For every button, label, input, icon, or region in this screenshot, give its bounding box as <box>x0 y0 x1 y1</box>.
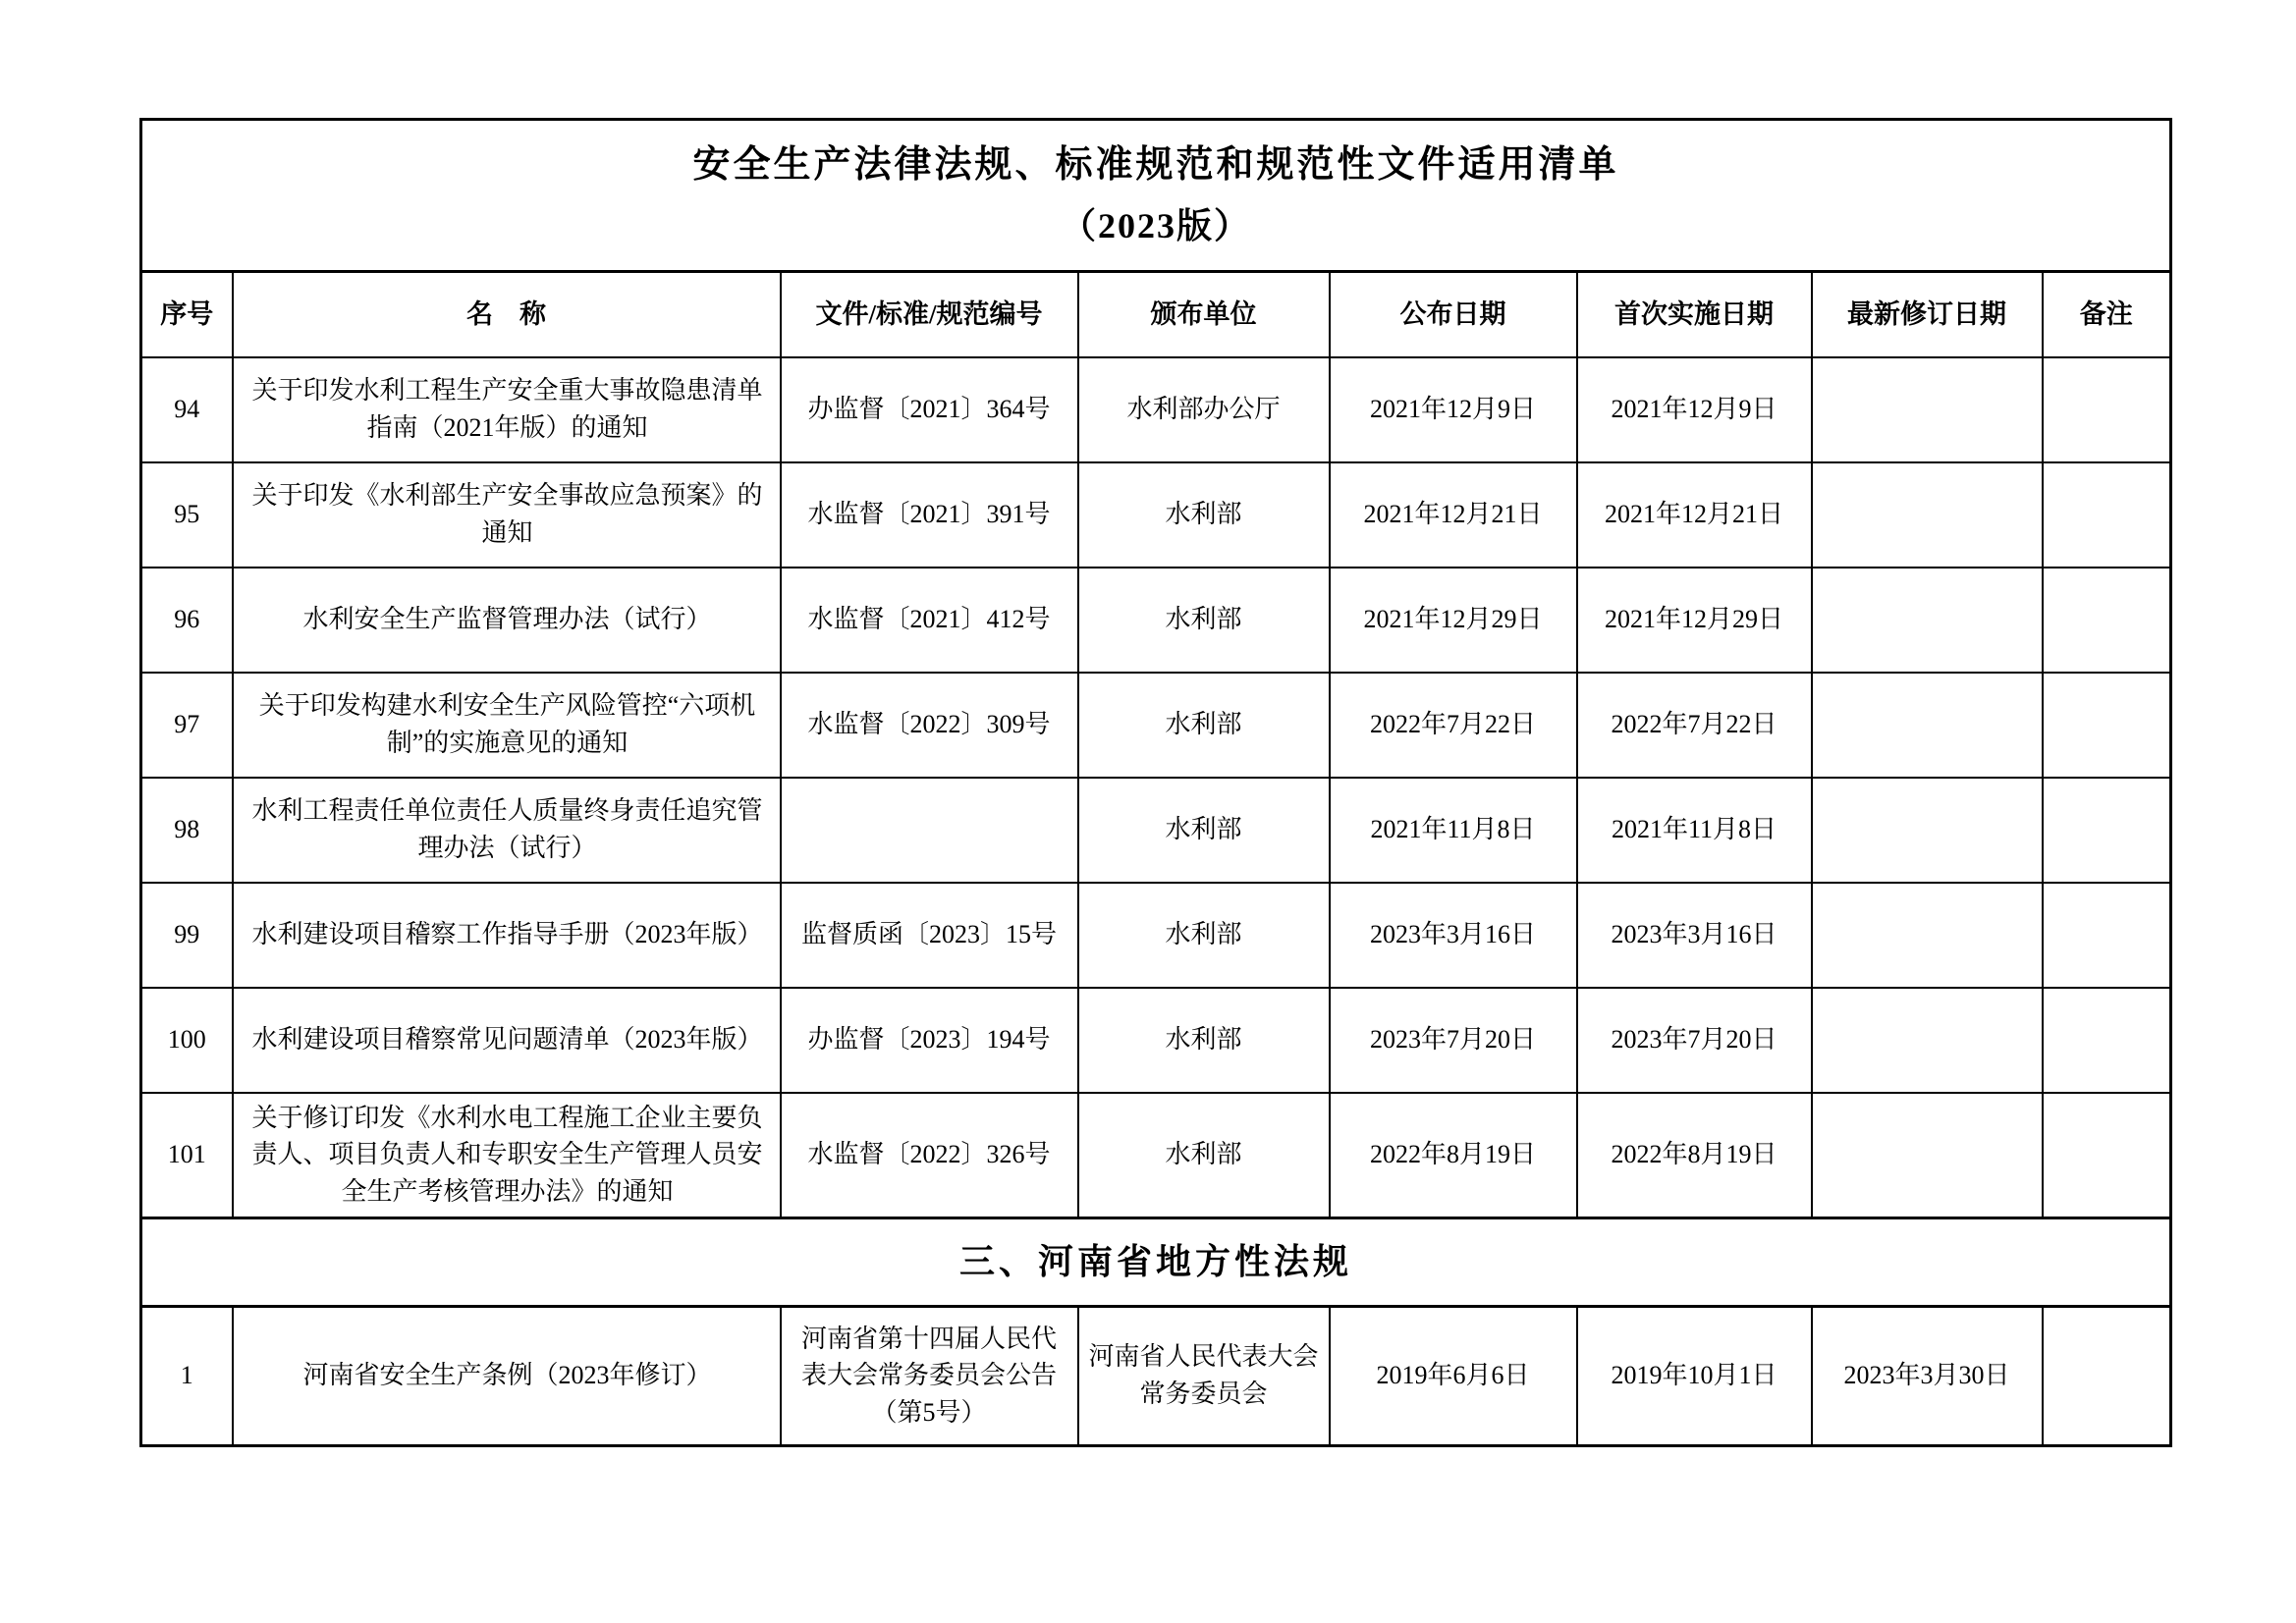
cell-name: 关于印发《水利部生产安全事故应急预案》的通知 <box>233 462 781 568</box>
col-header-publish-date: 公布日期 <box>1330 272 1577 357</box>
cell-seq: 101 <box>141 1093 233 1218</box>
cell-latest-revision-date: 2023年3月30日 <box>1812 1306 2043 1445</box>
cell-doc-number: 河南省第十四届人民代表大会常务委员会公告（第5号） <box>781 1306 1078 1445</box>
col-header-seq: 序号 <box>141 272 233 357</box>
cell-doc-number: 办监督〔2023〕194号 <box>781 988 1078 1093</box>
col-header-name: 名 称 <box>233 272 781 357</box>
section-header-henan: 三、河南省地方性法规 <box>141 1217 2171 1306</box>
cell-publish-date: 2023年3月16日 <box>1330 883 1577 988</box>
cell-remark <box>2043 988 2171 1093</box>
cell-remark <box>2043 1093 2171 1218</box>
cell-first-implementation-date: 2019年10月1日 <box>1577 1306 1812 1445</box>
cell-seq: 94 <box>141 357 233 462</box>
cell-seq: 95 <box>141 462 233 568</box>
table-title-row <box>141 120 2171 272</box>
cell-latest-revision-date <box>1812 673 2043 778</box>
cell-issuer: 水利部 <box>1078 883 1330 988</box>
col-header-remark: 备注 <box>2043 272 2171 357</box>
cell-issuer: 水利部 <box>1078 1093 1330 1218</box>
cell-issuer: 水利部 <box>1078 778 1330 883</box>
cell-latest-revision-date <box>1812 883 2043 988</box>
cell-latest-revision-date <box>1812 462 2043 568</box>
cell-name: 关于印发构建水利安全生产风险管控“六项机制”的实施意见的通知 <box>233 673 781 778</box>
cell-publish-date: 2021年11月8日 <box>1330 778 1577 883</box>
cell-first-implementation-date: 2022年7月22日 <box>1577 673 1812 778</box>
cell-name: 水利建设项目稽察工作指导手册（2023年版） <box>233 883 781 988</box>
table-row <box>141 1306 2171 1445</box>
table-title-cell <box>141 120 2171 272</box>
table-row <box>141 673 2171 778</box>
cell-doc-number: 办监督〔2021〕364号 <box>781 357 1078 462</box>
cell-first-implementation-date: 2023年7月20日 <box>1577 988 1812 1093</box>
cell-name: 水利建设项目稽察常见问题清单（2023年版） <box>233 988 781 1093</box>
col-header-latest-revision-date: 最新修订日期 <box>1812 272 2043 357</box>
cell-publish-date: 2021年12月9日 <box>1330 357 1577 462</box>
cell-first-implementation-date: 2021年12月29日 <box>1577 568 1812 673</box>
cell-issuer: 水利部办公厅 <box>1078 357 1330 462</box>
cell-issuer: 水利部 <box>1078 568 1330 673</box>
cell-seq: 100 <box>141 988 233 1093</box>
cell-remark <box>2043 568 2171 673</box>
cell-remark <box>2043 883 2171 988</box>
cell-first-implementation-date: 2021年12月21日 <box>1577 462 1812 568</box>
page-title: 安全生产法律法规、标准规范和规范性文件适用清单 <box>692 144 1619 187</box>
cell-name: 关于修订印发《水利水电工程施工企业主要负责人、项目负责人和专职安全生产管理人员安全生产考核管理办法》的通知 <box>233 1093 781 1218</box>
cell-first-implementation-date: 2021年11月8日 <box>1577 778 1812 883</box>
table-header-row <box>141 272 2171 357</box>
table-row <box>141 988 2171 1093</box>
table-row <box>141 462 2171 568</box>
cell-remark <box>2043 1306 2171 1445</box>
cell-doc-number: 水监督〔2021〕391号 <box>781 462 1078 568</box>
table-row <box>141 883 2171 988</box>
cell-latest-revision-date <box>1812 357 2043 462</box>
cell-issuer: 水利部 <box>1078 988 1330 1093</box>
cell-first-implementation-date: 2021年12月9日 <box>1577 357 1812 462</box>
table-row <box>141 778 2171 883</box>
section-header-row <box>141 1217 2171 1306</box>
cell-doc-number: 监督质函〔2023〕15号 <box>781 883 1078 988</box>
cell-publish-date: 2022年7月22日 <box>1330 673 1577 778</box>
table-row <box>141 357 2171 462</box>
cell-latest-revision-date <box>1812 568 2043 673</box>
cell-issuer: 河南省人民代表大会常务委员会 <box>1078 1306 1330 1445</box>
cell-seq: 97 <box>141 673 233 778</box>
table-row <box>141 568 2171 673</box>
cell-doc-number: 水监督〔2021〕412号 <box>781 568 1078 673</box>
cell-seq: 96 <box>141 568 233 673</box>
cell-latest-revision-date <box>1812 988 2043 1093</box>
cell-remark <box>2043 673 2171 778</box>
cell-publish-date: 2021年12月21日 <box>1330 462 1577 568</box>
cell-first-implementation-date: 2022年8月19日 <box>1577 1093 1812 1218</box>
cell-doc-number: 水监督〔2022〕309号 <box>781 673 1078 778</box>
col-header-doc-number: 文件/标准/规范编号 <box>781 272 1078 357</box>
cell-issuer: 水利部 <box>1078 462 1330 568</box>
cell-seq: 99 <box>141 883 233 988</box>
cell-seq: 1 <box>141 1306 233 1445</box>
cell-name: 关于印发水利工程生产安全重大事故隐患清单指南（2021年版）的通知 <box>233 357 781 462</box>
regulations-table <box>139 118 2172 1447</box>
cell-doc-number <box>781 778 1078 883</box>
col-header-issuer: 颁布单位 <box>1078 272 1330 357</box>
cell-publish-date: 2023年7月20日 <box>1330 988 1577 1093</box>
cell-publish-date: 2021年12月29日 <box>1330 568 1577 673</box>
cell-name: 水利安全生产监督管理办法（试行） <box>233 568 781 673</box>
cell-doc-number: 水监督〔2022〕326号 <box>781 1093 1078 1218</box>
table-row <box>141 1093 2171 1218</box>
cell-first-implementation-date: 2023年3月16日 <box>1577 883 1812 988</box>
cell-latest-revision-date <box>1812 778 2043 883</box>
cell-publish-date: 2019年6月6日 <box>1330 1306 1577 1445</box>
cell-latest-revision-date <box>1812 1093 2043 1218</box>
cell-seq: 98 <box>141 778 233 883</box>
page-title-version: （2023版） <box>1061 206 1252 246</box>
cell-publish-date: 2022年8月19日 <box>1330 1093 1577 1218</box>
cell-name: 河南省安全生产条例（2023年修订） <box>233 1306 781 1445</box>
col-header-first-implementation-date: 首次实施日期 <box>1577 272 1812 357</box>
cell-name: 水利工程责任单位责任人质量终身责任追究管理办法（试行） <box>233 778 781 883</box>
cell-remark <box>2043 357 2171 462</box>
cell-remark <box>2043 778 2171 883</box>
cell-remark <box>2043 462 2171 568</box>
cell-issuer: 水利部 <box>1078 673 1330 778</box>
